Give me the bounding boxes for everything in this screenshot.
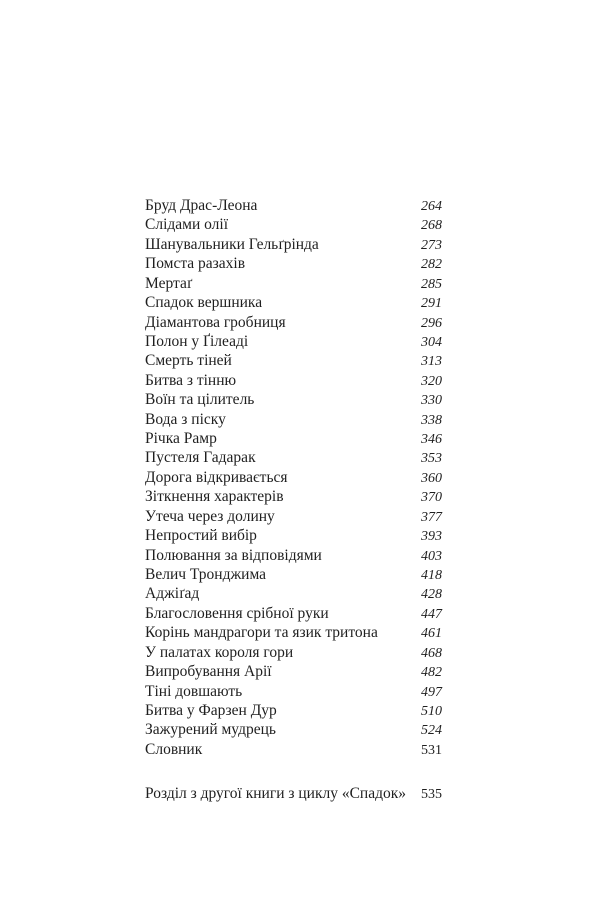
toc-entry-title: Корінь мандрагори та язик тритона — [145, 624, 378, 642]
toc-entry-title: Діамантова гробниця — [145, 313, 286, 331]
toc-entry — [145, 293, 442, 312]
toc-entry-page: 461 — [421, 626, 442, 642]
toc-entry — [145, 390, 442, 409]
toc-entry-page: 377 — [421, 509, 442, 525]
toc-entry-title: Зажурений мудрець — [145, 721, 276, 739]
toc-entry — [145, 254, 442, 273]
toc-entry-title: Полон у Ґілеаді — [145, 332, 249, 350]
toc-entry-page: 282 — [421, 257, 442, 273]
toc-entry-page: 468 — [421, 645, 442, 661]
toc-entry — [145, 526, 442, 545]
toc-entry — [145, 546, 442, 565]
toc-entry-page: 264 — [421, 199, 442, 214]
toc-entry-title: Битва у Фарзен Дур — [145, 701, 277, 719]
toc-entry-title: Словник — [145, 740, 203, 758]
toc-entry — [145, 604, 442, 623]
toc-entry-title: Слідами олії — [145, 216, 229, 234]
toc-entry-page: 338 — [421, 412, 442, 428]
toc-entry-title: Вода з піску — [145, 410, 226, 428]
toc-entry-title: Тіні довшають — [145, 682, 243, 700]
toc-entry — [145, 196, 442, 215]
toc-entry — [145, 429, 442, 448]
toc-entry-page: 360 — [421, 470, 442, 486]
toc-entry-title: Помста разахів — [145, 255, 246, 273]
toc-entry — [145, 235, 442, 254]
toc-entry — [145, 701, 442, 720]
toc-entry-title: Пустеля Гадарак — [145, 449, 256, 467]
toc-entry — [145, 720, 442, 739]
toc-entry — [145, 682, 442, 701]
toc-entry-title: Смерть тіней — [145, 352, 232, 370]
toc-entry-title: Зіткнення характерів — [145, 488, 284, 506]
toc-entry-title: Дорога відкривається — [145, 468, 288, 486]
toc-entry-page: 447 — [421, 606, 442, 622]
toc-entry — [145, 448, 442, 467]
toc-entry-page: 353 — [421, 451, 442, 467]
toc-entry — [145, 468, 442, 487]
toc-entry-title: Мертаґ — [145, 274, 193, 292]
toc-entry-title: Полювання за відповідями — [145, 546, 322, 564]
toc-extra-entry — [145, 784, 442, 803]
table-of-contents — [145, 196, 442, 759]
toc-entry-page: 273 — [421, 237, 442, 253]
toc-entry — [145, 487, 442, 506]
toc-entry-title: Спадок вершника — [145, 294, 263, 312]
toc-entry-page: 535 — [421, 787, 442, 802]
toc-entry-page: 370 — [421, 490, 442, 506]
toc-entry-page: 428 — [421, 587, 442, 603]
toc-entry — [145, 332, 442, 351]
toc-entry-page: 313 — [421, 354, 442, 370]
toc-entry-page: 403 — [421, 548, 442, 564]
toc-entry-title: Воїн та цілитель — [145, 391, 255, 409]
toc-entry-title: Аджіґад — [145, 585, 200, 603]
toc-entry-page: 296 — [421, 315, 442, 331]
toc-entry-page: 393 — [421, 529, 442, 545]
toc-entry-page: 285 — [421, 276, 442, 292]
toc-entry — [145, 584, 442, 603]
toc-entry — [145, 313, 442, 332]
toc-entry-title: Випробування Арії — [145, 663, 272, 681]
toc-entry-title: Бруд Драс-Леона — [145, 197, 258, 214]
toc-entry-title: Битва з тінню — [145, 371, 237, 389]
toc-entry — [145, 565, 442, 584]
toc-entry-page: 268 — [421, 218, 442, 234]
toc-entry — [145, 507, 442, 526]
toc-entry-page: 510 — [421, 703, 442, 719]
toc-entry-page: 524 — [421, 723, 442, 739]
toc-entry-page: 497 — [421, 684, 442, 700]
toc-entry-title: У палатах короля гори — [145, 643, 294, 661]
toc-entry-page: 346 — [421, 432, 442, 448]
toc-entry-title: Велич Тронджима — [145, 566, 267, 584]
toc-entry-title: Розділ з другої книги з циклу «Спадок» — [145, 785, 407, 802]
toc-entry-page: 482 — [421, 665, 442, 681]
toc-entry-page: 304 — [421, 334, 442, 350]
toc-entry — [145, 740, 442, 759]
toc-entry-title: Благословення срібної руки — [145, 604, 329, 622]
toc-entry — [145, 410, 442, 429]
toc-entry-title: Непростий вибір — [145, 527, 257, 545]
toc-entry — [145, 623, 442, 642]
toc-entry — [145, 215, 442, 234]
toc-entry — [145, 662, 442, 681]
toc-entry-page: 531 — [421, 742, 442, 758]
toc-entry — [145, 643, 442, 662]
toc-entry-title: Річка Рамр — [145, 430, 217, 448]
toc-entry-page: 291 — [421, 296, 442, 312]
toc-entry-page: 330 — [421, 393, 442, 409]
toc-entry — [145, 371, 442, 390]
toc-entry-page: 320 — [421, 373, 442, 389]
toc-entry-title: Утеча через долину — [145, 507, 275, 525]
toc-entry-page: 418 — [421, 568, 442, 584]
toc-entry — [145, 274, 442, 293]
toc-entry — [145, 351, 442, 370]
toc-entry-title: Шанувальники Гельґрінда — [145, 235, 319, 253]
